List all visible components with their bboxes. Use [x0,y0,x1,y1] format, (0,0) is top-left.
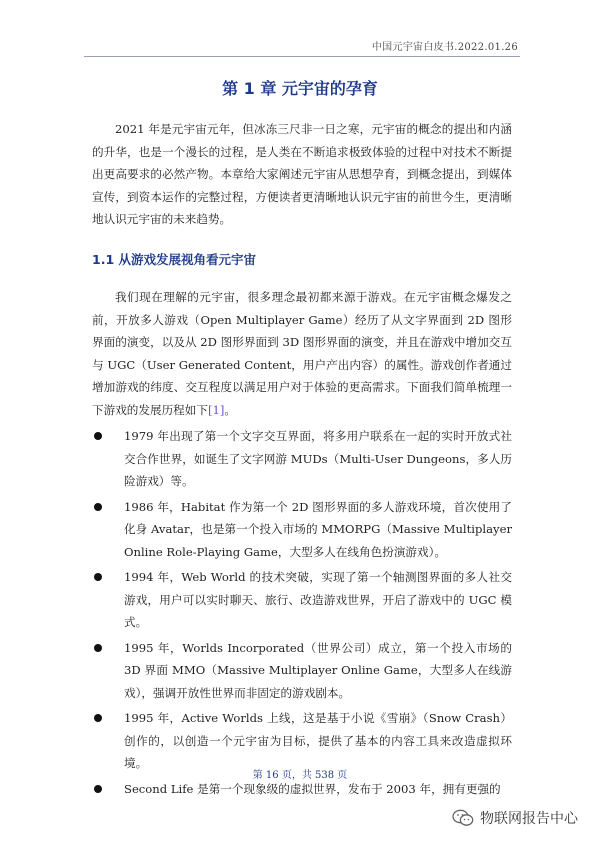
section-paragraph-text: 我们现在理解的元宇宙，很多理念最初都来源于游戏。在元宇宙概念爆发之前，开放多人游戏（Open Multiplayer Game）经历了从文字界面到 2D 图形界面的演变，以及从 2D 图形界面到 3D 图形界面的演变，并且在游戏中增加交互与 UGC（User Generated Content，用户产出内容）的属性。游戏创作者通过增加游戏的纬度、交互程度以满足用户对于体验的更高需求。下面我们简单梳理一下游戏的发展历程如下 [92,290,512,417]
bullet-item-1995-worlds [92,637,512,705]
bullet-text: 1986 年，Habitat 作为第一个 2D 图形界面的多人游戏环境，首次使用了化身 Avatar，也是第一个投入市场的 MMORPG（Massive Multiplayer Online Role-Playing Game，大型多人在线角色扮演游戏）。 [124,499,512,559]
bullet-dot-icon [94,714,102,722]
reference-link[interactable]: [1] [207,402,225,417]
bullet-dot-icon [94,432,102,440]
bullet-item-1995-active [92,707,512,775]
bullet-item-1986 [92,496,512,564]
intro-paragraph: 2021 年是元宇宙元年，但冰冻三尺非一日之寒，元宇宙的概念的提出和内涵的升华，也是一个漫长的过程，是人类在不断追求极致体验的过程中对技术不断提出更高要求的必然产物。本章给大家阐述元宇宙从思想孕育，到概念提出，到媒体宣传，到资本运作的完整过程，方便读者更清晰地认识元宇宙的前世今生，更清晰地认识元宇宙的未来趋势。 [92,122,512,226]
bullet-text: Second Life 是第一个现象级的虚拟世界，发布于 2003 年，拥有更强的 [124,781,501,796]
section-paragraph-end: 。 [224,402,236,417]
chapter-title: 第 1 章 元宇宙的孕育 [222,79,378,98]
wechat-icon [452,809,474,827]
bullet-text: 1994 年，Web World 的技术突破，实现了第一个轴测图界面的多人社交游戏，用户可以实时聊天、旅行、改造游戏世界，开启了游戏中的 UGC 模式。 [124,570,512,629]
bullet-dot-icon [94,785,102,793]
bullet-text: 1995 年，Worlds Incorporated（世界公司）成立，第一个投入市场的 3D 界面 MMO（Massive Multiplayer Online Game，大型多人在线游戏），强调开放性世界而非固定的游戏剧本。 [124,640,512,700]
page-footer: 第 16 页，共 538 页 [252,770,348,781]
watermark-text: 物联网报告中心 [480,811,578,827]
section-title: 1.1 从游戏发展视角看元宇宙 [92,252,256,267]
bullet-dot-icon [94,573,102,581]
bullet-item-1979 [92,425,512,493]
watermark [452,808,578,828]
history-bullet-list [92,425,512,803]
header-divider [84,56,520,57]
section-paragraph [92,286,512,421]
bullet-dot-icon [94,503,102,511]
bullet-dot-icon [94,644,102,652]
bullet-item-1994 [92,566,512,634]
page-header: 中国元宇宙白皮书.2022.01.26 [371,42,518,53]
bullet-text: 1979 年出现了第一个文字交互界面，将多用户联系在一起的实时开放式社交合作世界，如诞生了文字网游 MUDs（Multi-User Dungeons，多人历险游戏）等。 [124,429,512,488]
bullet-text: 1995 年，Active Worlds 上线，这是基于小说《雪崩》（Snow Crash）创作的，以创造一个元宇宙为目标，提供了基本的内容工具来改造虚拟环境。 [124,711,512,770]
